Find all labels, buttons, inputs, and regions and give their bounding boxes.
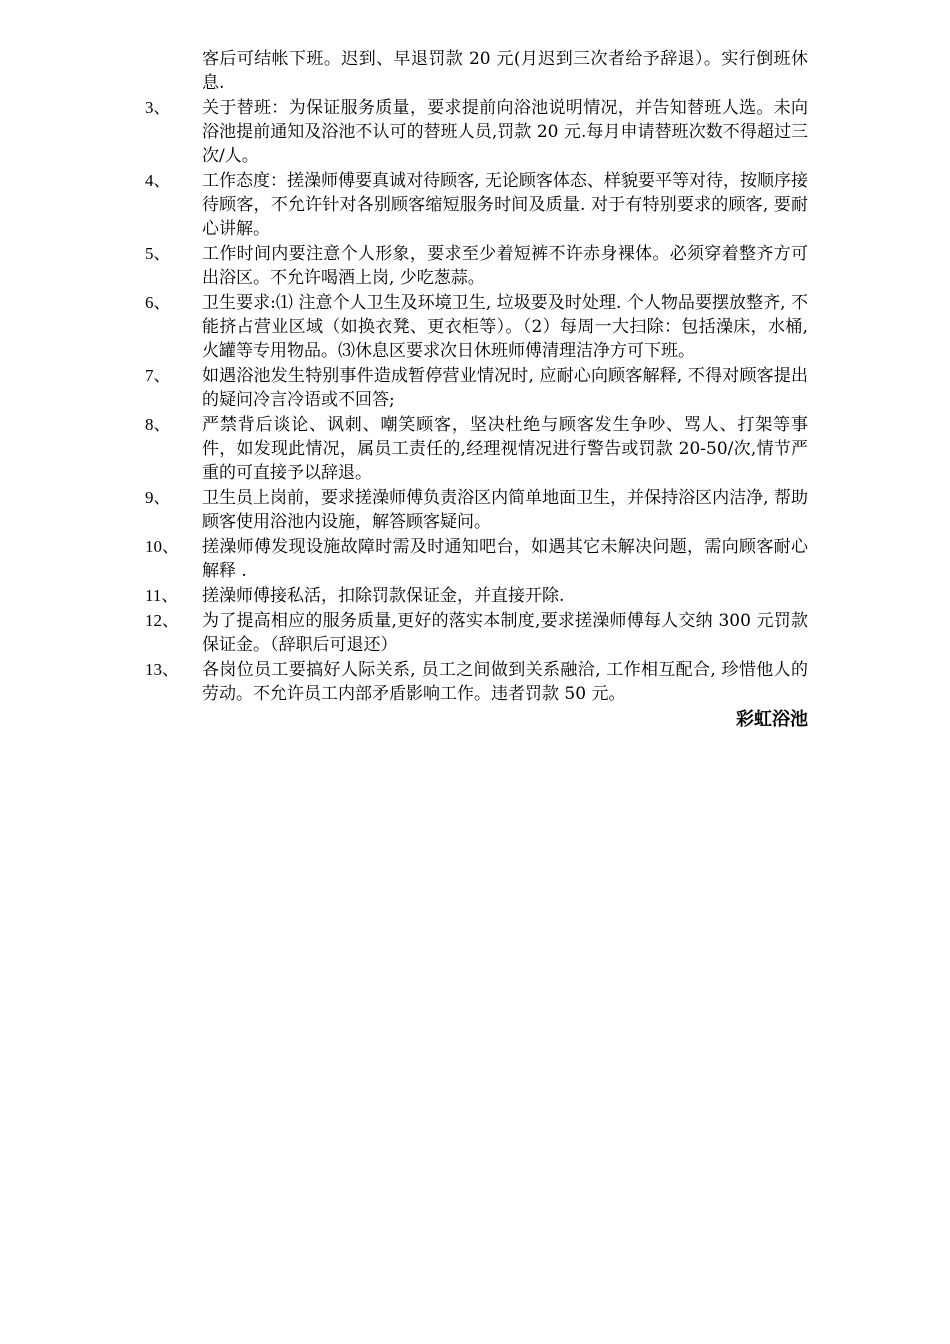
- rule-item-7: [145, 364, 808, 412]
- rule-item-9: [145, 486, 808, 534]
- document-body: [145, 47, 808, 733]
- rule-text: 如遇浴池发生特别事件造成暂停营业情况时, 应耐心向顾客解释, 不得对顾客提出的疑问冷言冷语或不回答;: [202, 366, 808, 410]
- rule-number: 10、: [145, 537, 179, 556]
- rule-text: 工作时间内要注意个人形象，要求至少着短裤不许赤身裸体。必须穿着整齐方可出浴区。不允许喝酒上岗, 少吃葱蒜。: [202, 244, 808, 288]
- rule-number: 7、: [145, 366, 171, 385]
- rule-number: 5、: [145, 244, 171, 263]
- rule-text: 卫生员上岗前，要求搓澡师傅负责浴区内简单地面卫生，并保持浴区内洁净, 帮助顾客使用浴池内设施，解答顾客疑问。: [202, 488, 808, 532]
- continuation-text: 客后可结帐下班。迟到、早退罚款 20 元(月迟到三次者给予辞退）。实行倒班休息.: [202, 49, 808, 93]
- rule-text: 严禁背后谈论、讽刺、嘲笑顾客，坚决杜绝与顾客发生争吵、骂人、打架等事件，如发现此情况，属员工责任的,经理视情况进行警告或罚款 20-50/次,情节严重的可直接予以辞退。: [202, 415, 808, 483]
- rule-number: 13、: [145, 660, 179, 679]
- rule-item-5: [145, 242, 808, 290]
- rule-number: 3、: [145, 98, 171, 117]
- rule-text: 各岗位员工要搞好人际关系, 员工之间做到关系融洽, 工作相互配合, 珍惜他人的劳动。不允许员工内部矛盾影响工作。违者罚款 50 元。: [202, 660, 808, 704]
- rule-item-3: [145, 96, 808, 168]
- rule-text: 卫生要求:⑴ 注意个人卫生及环境卫生, 垃圾要及时处理. 个人物品要摆放整齐, 不能挤占营业区域（如换衣凳、更衣柜等）。（2）每周一大扫除：包括澡床，水桶, 火罐等专用物品。⑶休息区要求次日休班师傅清理洁净方可下班。: [202, 293, 808, 361]
- signature: 彩虹浴池: [736, 709, 808, 730]
- rule-text: 工作态度：搓澡师傅要真诚对待顾客, 无论顾客体态、样貌要平等对待，按顺序接待顾客，不允许针对各别顾客缩短服务时间及质量. 对于有特别要求的顾客, 要耐心讲解。: [202, 171, 808, 239]
- rule-item-11: [145, 584, 808, 608]
- rule-item-12: [145, 609, 808, 657]
- continuation-paragraph: [145, 47, 808, 95]
- rule-number: 4、: [145, 171, 171, 190]
- rule-text: 关于替班：为保证服务质量，要求提前向浴池说明情况，并告知替班人选。未向浴池提前通知及浴池不认可的替班人员,罚款 20 元.每月申请替班次数不得超过三次/人。: [202, 98, 808, 166]
- rule-item-10: [145, 535, 808, 583]
- rule-number: 11、: [145, 586, 179, 605]
- rule-item-4: [145, 169, 808, 241]
- rule-item-8: [145, 413, 808, 485]
- rule-number: 12、: [145, 611, 179, 630]
- rule-item-13: [145, 658, 808, 706]
- rule-number: 9、: [145, 488, 171, 507]
- rule-text: 搓澡师傅发现设施故障时需及时通知吧台，如遇其它未解决问题，需向顾客耐心解释 .: [202, 537, 808, 581]
- rule-number: 6、: [145, 293, 171, 312]
- rule-text: 为了提高相应的服务质量,更好的落实本制度,要求搓澡师傅每人交纳 300 元罚款保证金。（辞职后可退还）: [202, 611, 808, 655]
- rule-number: 8、: [145, 415, 171, 434]
- rule-text: 搓澡师傅接私活，扣除罚款保证金，并直接开除.: [202, 586, 565, 606]
- rule-item-6: [145, 291, 808, 363]
